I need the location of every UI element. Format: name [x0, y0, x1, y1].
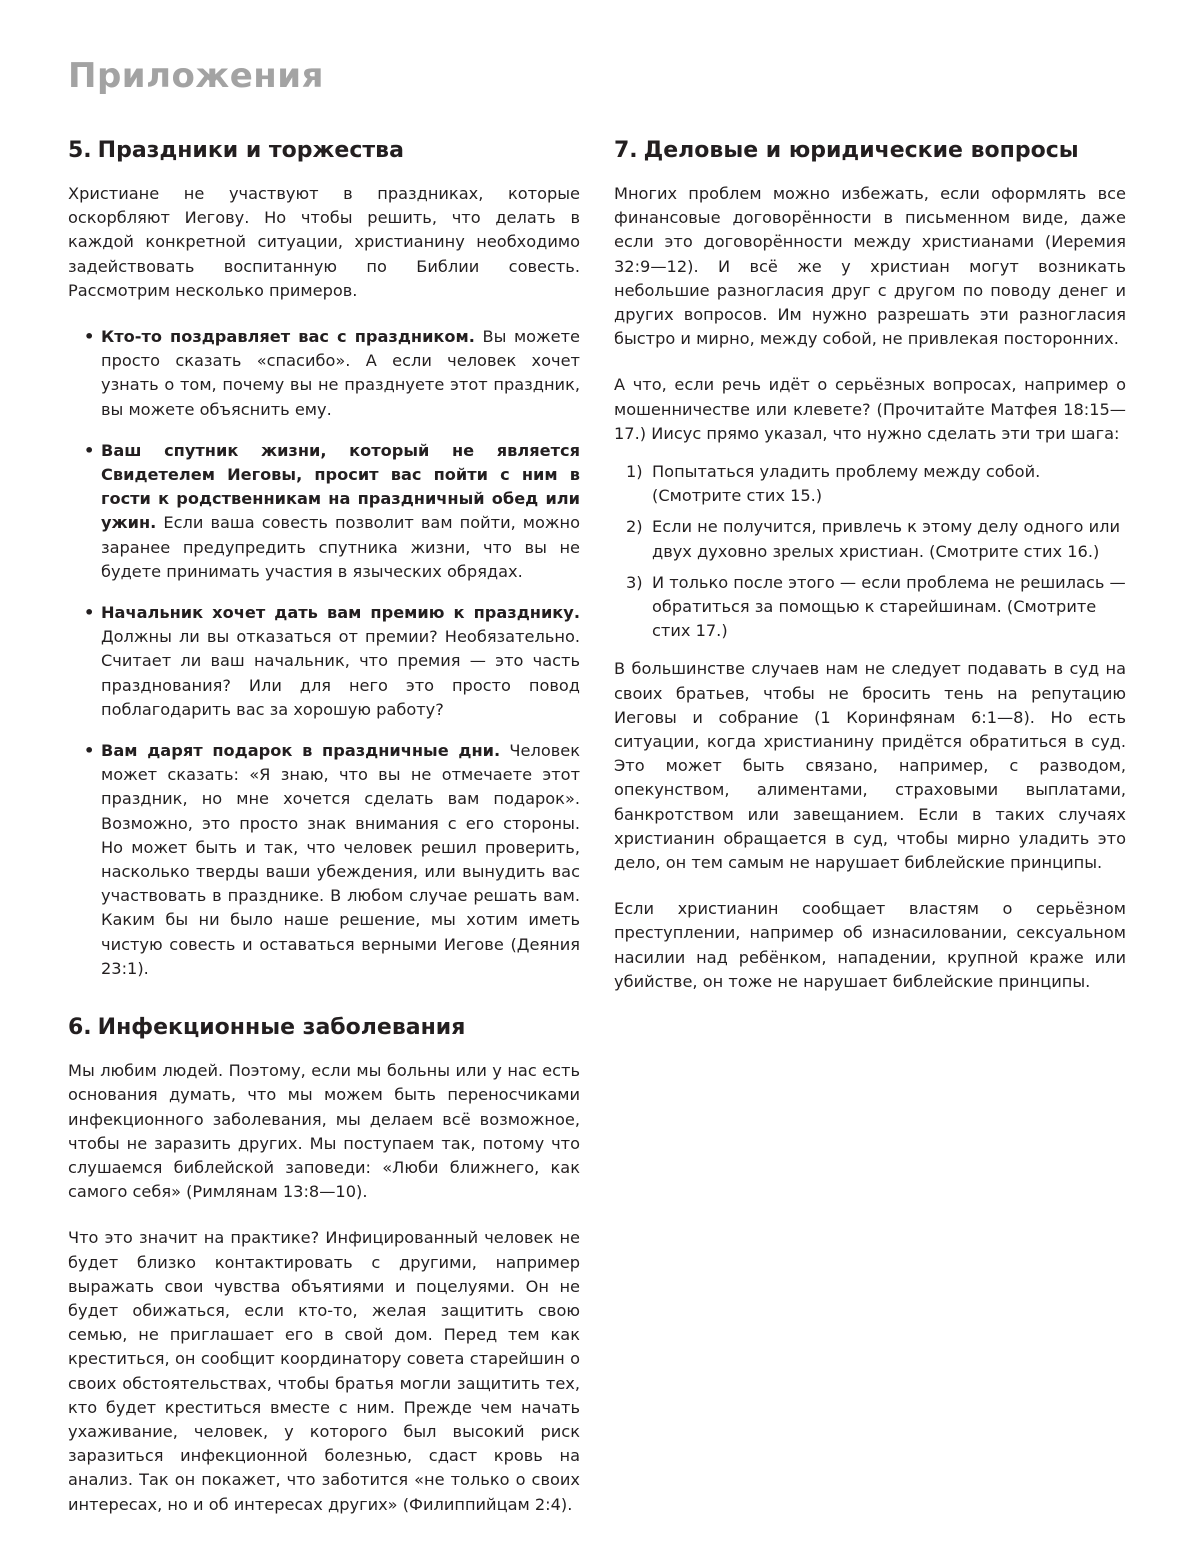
- step-item: [614, 460, 1126, 508]
- page-header: Приложения: [68, 56, 324, 96]
- bullet-text: Должны ли вы отказаться от премии? Необязательно. Считает ли ваш начальник, что премия — это часть празднования? Или для него это просто повод поблагодарить вас за хорошую работу?: [101, 627, 580, 719]
- section-title-text: Деловые и юридические вопросы: [643, 138, 1079, 163]
- section-7-paragraph-2: А что, если речь идёт о серьёзных вопросах, например о мошенничестве или клевете? (Прочитайте Матфея 18:15—17.) Иисус прямо указал, что нужно сделать эти три шага:: [614, 375, 1126, 443]
- left-column: [68, 136, 580, 1539]
- section-7-steps-list: [614, 460, 1126, 643]
- bullet-text: Если ваша совесть позволит вам пойти, можно заранее предупредить спутника жизни, что вы не будете принимать участия в языческих обрядах.: [101, 513, 580, 581]
- bullet-item: [68, 325, 580, 422]
- bullet-lead: Вам дарят подарок в праздничные дни.: [101, 741, 501, 761]
- section-number: 6.: [68, 1015, 92, 1041]
- step-number: 2): [626, 517, 643, 537]
- bullet-icon: •: [84, 327, 95, 347]
- section-number: 5.: [68, 138, 92, 163]
- section-number: 7.: [614, 138, 638, 163]
- section-title-text: Инфекционные заболевания: [97, 1015, 466, 1041]
- section-7-paragraph-3: В большинстве случаев нам не следует подавать в суд на своих братьев, чтобы не бросить тень на репутацию Иеговы и собрание (1 Коринфянам 6:1—8). Но есть ситуации, когда христианину придётся обратиться в суд. Это может быть связано, например, с разводом, опекунством, алиментами, страховыми выплатами, банкротством или завещанием. Если в таких случаях христианин обращается в суд, чтобы мирно уладить это дело, он тем самым не нарушает библейские принципы.: [614, 659, 1126, 873]
- step-item: [614, 571, 1126, 644]
- section-6-title: [68, 1013, 580, 1043]
- bullet-item: [68, 601, 580, 722]
- bullet-text: Человек может сказать: «Я знаю, что вы не отмечаете этот праздник, но мне хочется сделать вам подарок». Возможно, это просто знак внимания с его стороны. Но может быть и так, что человек решил проверить, насколько тверды ваши убеждения, или вынудить вас участвовать в празднике. В любом случае решать вам. Каким бы ни было наше решение, мы хотим иметь чистую совесть и оставаться верными Иегове (Деяния 23:1).: [101, 741, 581, 978]
- bullet-item: [68, 439, 580, 584]
- bullet-lead: Начальник хочет дать вам премию к празднику.: [101, 603, 580, 623]
- step-text: Если не получится, привлечь к этому делу одного или двух духовно зрелых христиан. (Смотрите стих 16.): [652, 517, 1120, 561]
- step-item: [614, 515, 1126, 563]
- bullet-lead: Ваш спутник жизни, который не является Свидетелем Иеговы, просит вас пойти с ним в гости к родственникам на праздничный обед или ужин.: [101, 440, 580, 533]
- bullet-icon: •: [84, 440, 95, 460]
- bullet-lead: Кто-то поздравляет вас с праздником.: [101, 327, 475, 347]
- section-6-paragraph-1: Мы любим людей. Поэтому, если мы больны или у нас есть основания думать, что мы можем быть переносчиками инфекционного заболевания, мы делаем всё возможное, чтобы не заразить других. Мы поступаем так, потому что слушаемся библейской заповеди: «Люби ближнего, как самого себя» (Римлянам 13:8—10).: [68, 1061, 580, 1202]
- bullet-text: Вы можете просто сказать «спасибо». А если человек хочет узнать о том, почему вы не празднуете этот праздник, вы можете объяснить ему.: [101, 327, 580, 419]
- section-7-paragraph-1: Многих проблем можно избежать, если оформлять все финансовые договорённости в письменном виде, даже если это договорённости между христианами (Иеремия 32:9—12). И всё же у христиан могут возникать небольшие разногласия друг с другом по поводу денег и других вопросов. Им нужно разрешать эти разногласия быстро и мирно, между собой, не привлекая посторонних.: [614, 184, 1126, 349]
- section-7-paragraph-4: Если христианин сообщает властям о серьёзном преступлении, например об изнасиловании, сексуальном насилии над ребёнком, нападении, крупной краже или убийстве, он тоже не нарушает библейские принципы.: [614, 899, 1126, 991]
- bullet-item: [68, 739, 580, 981]
- section-7-title: [614, 136, 1126, 166]
- section-title-text: Праздники и торжества: [97, 138, 404, 163]
- step-number: 3): [626, 572, 643, 592]
- step-number: 1): [626, 462, 643, 482]
- section-5-bullet-list: [68, 325, 580, 981]
- section-5-intro: Христиане не участвуют в праздниках, которые оскорбляют Иегову. Но чтобы решить, что делать в каждой конкретной ситуации, христианину необходимо задействовать воспитанную по Библии совесть. Рассмотрим несколько примеров.: [68, 184, 580, 300]
- step-text: Попытаться уладить проблему между собой. (Смотрите стих 15.): [652, 462, 1041, 506]
- bullet-icon: •: [84, 741, 95, 761]
- section-6-paragraph-2: Что это значит на практике? Инфицированный человек не будет близко контактировать с другими, например выражать свои чувства объятиями и поцелуями. Он не будет обижаться, если кто-то, желая защитить свою семью, не приглашает его в свой дом. Перед тем как креститься, он сообщит координатору совета старейшин о своих обстоятельствах, чтобы братья могли защитить тех, кто будет креститься вместе с ним. Прежде чем начать ухаживание, человек, у которого был высокий риск заразиться инфекционной болезнью, сдаст кровь на анализ. Так он покажет, что заботится «не только о своих интересах, но и об интересах других» (Филиппийцам 2:4).: [68, 1228, 580, 1514]
- bullet-icon: •: [84, 603, 95, 623]
- section-5-title: [68, 136, 580, 166]
- step-text: И только после этого — если проблема не решилась — обратиться за помощью к старейшинам. (Смотрите стих 17.): [652, 572, 1126, 641]
- right-column: [614, 136, 1126, 1016]
